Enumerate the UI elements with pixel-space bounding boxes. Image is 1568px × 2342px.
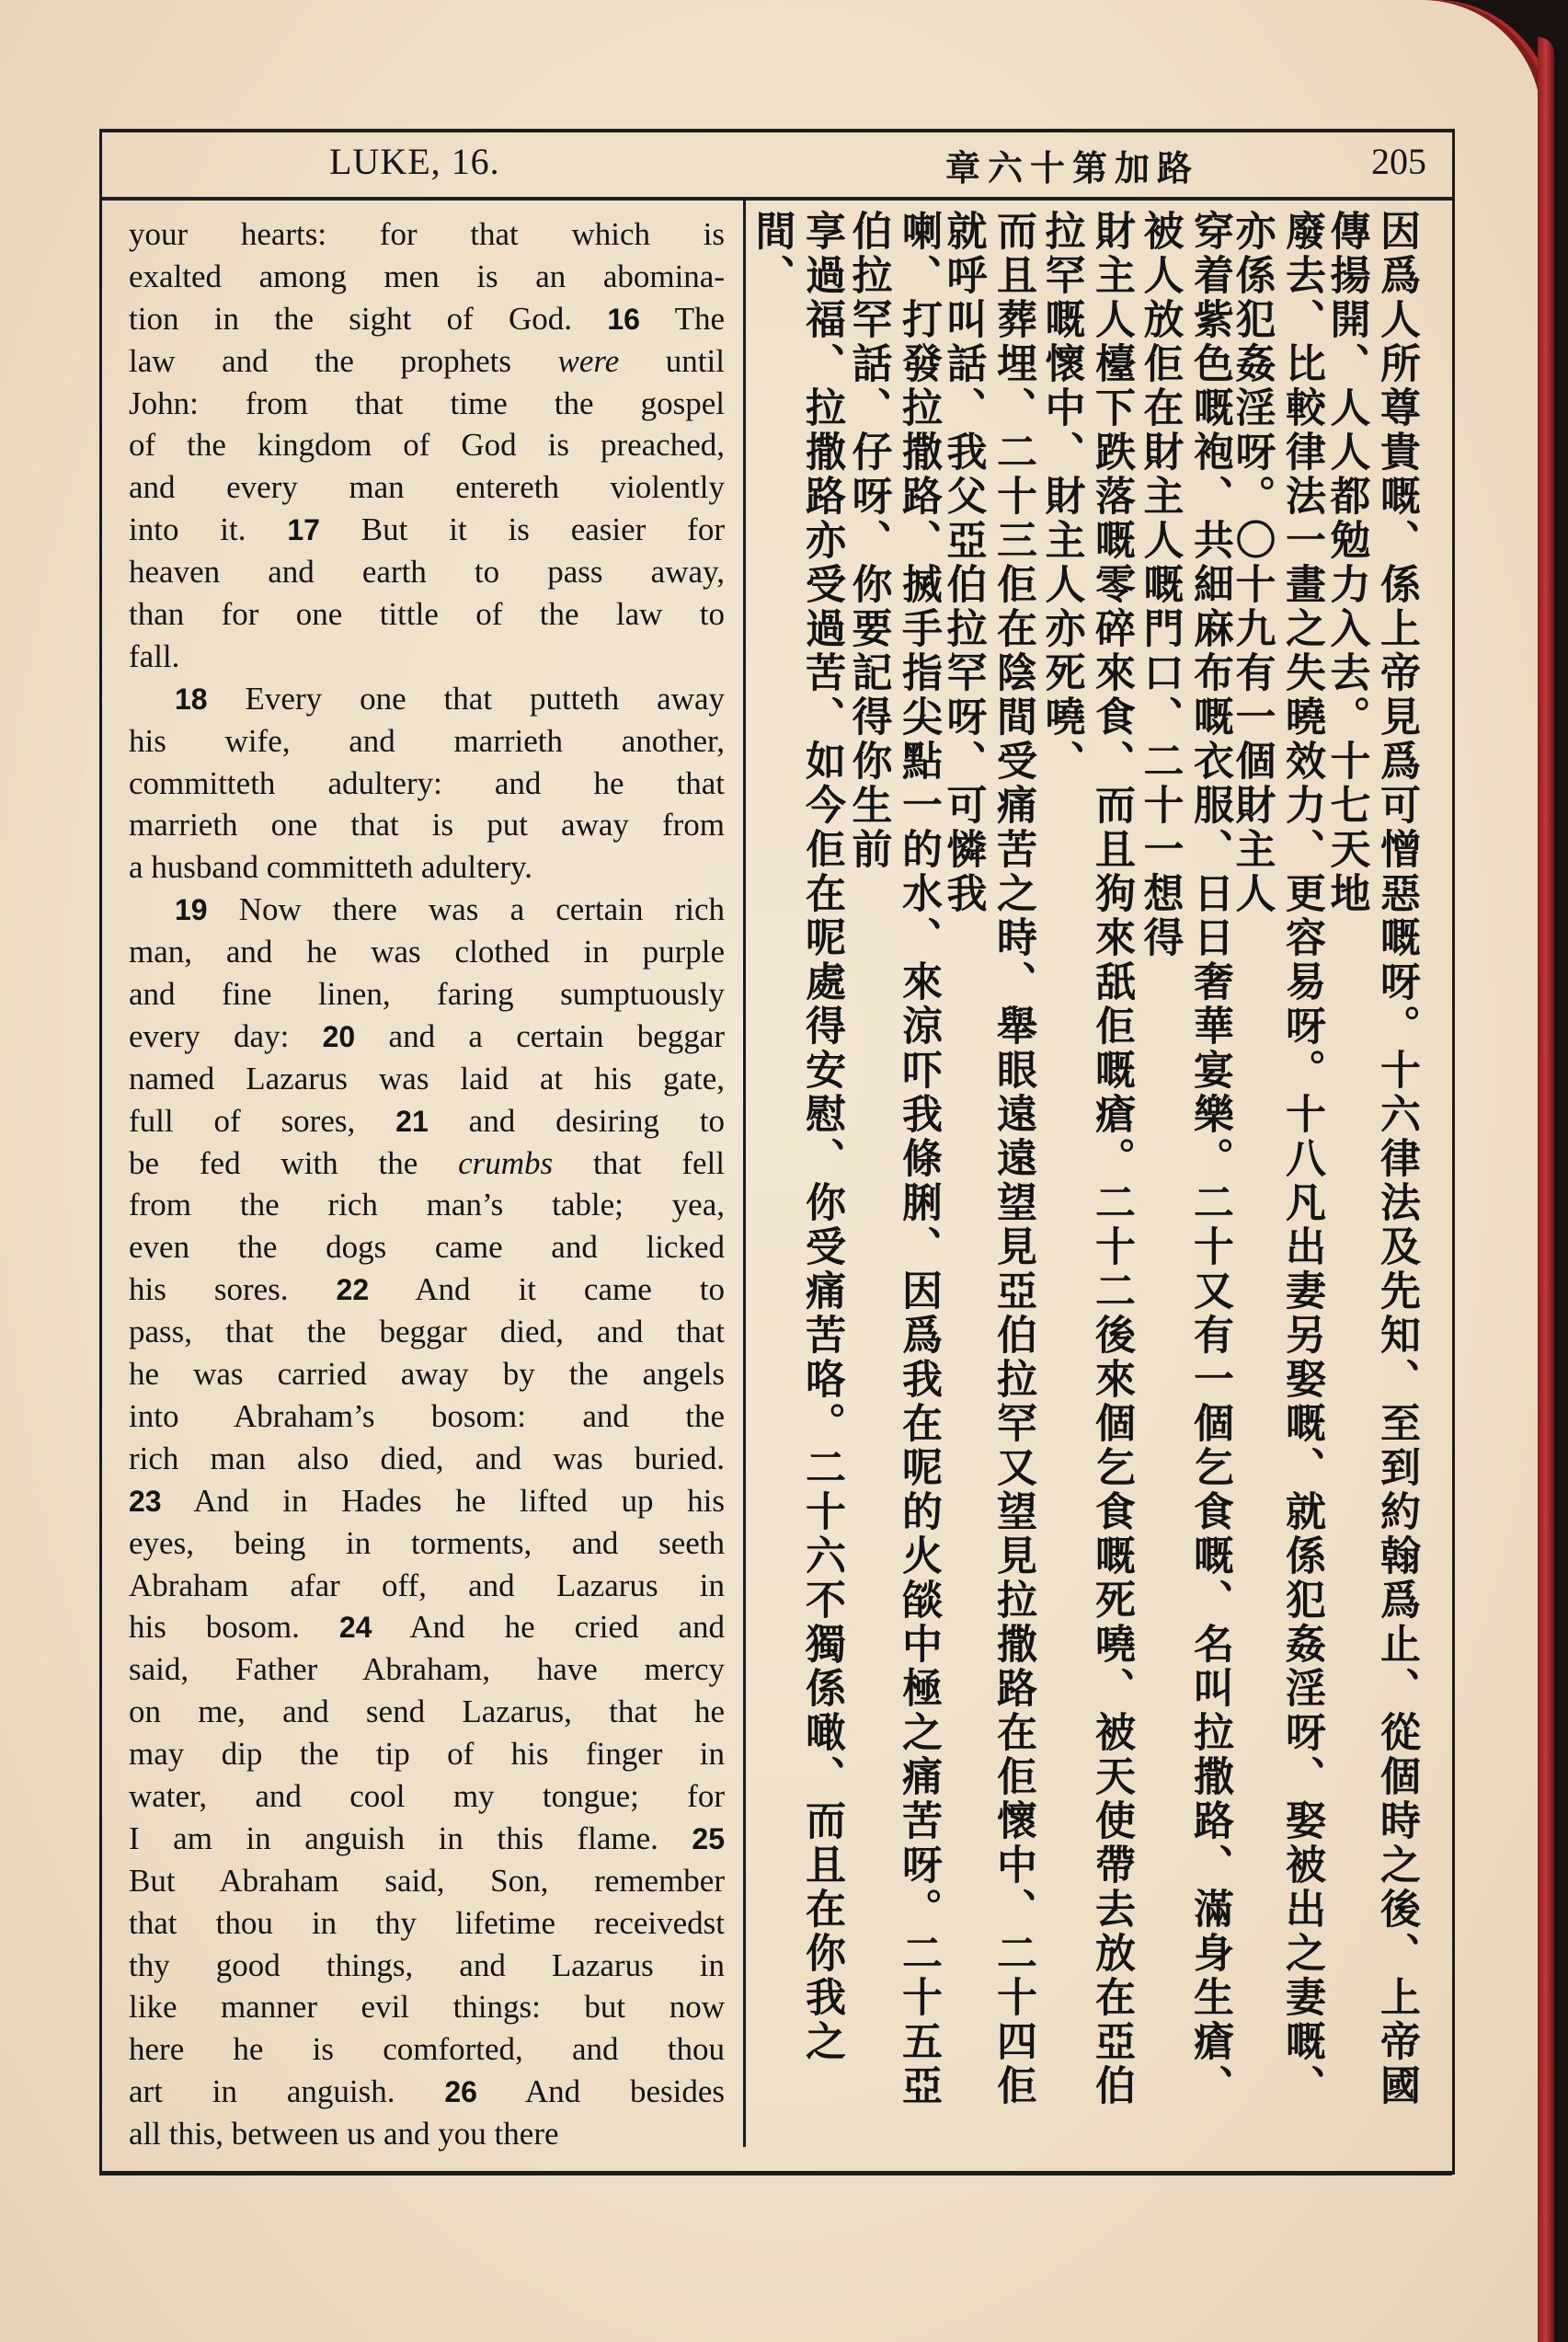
line-text: that thou in thy lifetime receivedst <box>129 1904 725 1941</box>
english-line <box>129 889 725 931</box>
running-header <box>99 129 1452 201</box>
line-text: and every man entereth violently <box>129 469 725 506</box>
line-text: law and the prophets <box>129 342 558 379</box>
line-text: all this, between us and you there <box>129 2116 559 2153</box>
english-line <box>129 1691 725 1733</box>
line-text: his wife, and marrieth another, <box>129 722 725 759</box>
line-text: But Abraham said, Son, remember <box>129 1862 725 1899</box>
bottom-rule <box>99 2171 1452 2176</box>
english-line <box>129 383 725 425</box>
line-text: water, and cool my tongue; for <box>129 1777 725 1814</box>
line-text: every day: <box>129 1017 323 1054</box>
english-line <box>129 1016 725 1058</box>
english-line <box>129 2071 725 2113</box>
verse-number: 22 <box>336 1273 370 1307</box>
verse-number: 21 <box>395 1104 429 1138</box>
chinese-column: 穿着紫色嘅袍、共細麻布嘅衣服、日日奢華宴樂。二十又有一個乞食嘅、名叫拉撒路、滿身生瘡、被人放佢在財主人嘅門口、二十一想得 <box>1136 210 1233 2108</box>
verse-number: 25 <box>692 1821 725 1855</box>
line-text: And in Hades he lifted up his <box>161 1482 725 1519</box>
english-line <box>129 298 725 340</box>
line-text: thy good things, and Lazarus in <box>129 1946 725 1983</box>
line-text: eyes, being in torments, and seeth <box>129 1524 725 1561</box>
line-text: into Abraham’s bosom: and the <box>129 1397 725 1434</box>
line-text: art in anguish. <box>129 2073 445 2110</box>
line-text: exalted among men is an abomina- <box>129 258 725 294</box>
english-line <box>129 593 725 636</box>
english-line <box>129 213 725 256</box>
english-line <box>129 340 725 383</box>
english-line <box>129 973 725 1016</box>
page-number: 205 <box>1371 141 1426 182</box>
chinese-column: 享過福、拉撒路亦受過苦、如今佢在呢處得安慰、你受痛苦咯。二十六不獨係噉、而且在你我之間、 <box>748 210 845 2064</box>
english-line <box>129 931 725 973</box>
english-line <box>129 1902 725 1945</box>
english-line <box>129 1522 725 1565</box>
line-text: until <box>619 342 725 379</box>
line-text: into it. <box>129 511 288 548</box>
italic-word: crumbs <box>458 1144 554 1181</box>
chinese-text-area <box>748 210 1425 2151</box>
line-text: man, and he was clothed in purple <box>129 934 725 970</box>
english-line <box>129 466 725 509</box>
line-text: of the kingdom of God is preached, <box>129 427 725 464</box>
english-line <box>129 509 725 551</box>
line-text: and a certain beggar <box>355 1017 725 1054</box>
line-text: Now there was a certain rich <box>207 891 725 928</box>
line-text: his sores. <box>129 1271 337 1308</box>
english-line <box>129 2113 725 2155</box>
line-text: tion in the sight of God. <box>129 300 608 337</box>
english-line <box>129 1775 725 1818</box>
line-text: I am in anguish in this flame. <box>129 1820 692 1856</box>
line-text: named Lazarus was laid at his gate, <box>129 1060 725 1096</box>
line-text: and fine linen, faring sumptuously <box>129 976 725 1013</box>
english-line <box>129 1395 725 1438</box>
header-english-title: LUKE, 16. <box>329 141 500 182</box>
line-text: he was carried away by the angels <box>129 1356 725 1393</box>
line-text: a husband committeth adultery. <box>129 849 533 886</box>
italic-word: were <box>557 342 620 379</box>
english-line <box>129 846 725 889</box>
line-text: And he cried and <box>372 1609 725 1646</box>
english-line <box>129 551 725 593</box>
verse-number: 17 <box>287 513 320 547</box>
english-line <box>129 1565 725 1607</box>
english-line <box>129 1311 725 1353</box>
english-line <box>129 1058 725 1100</box>
chinese-column: 財主人檯下跌落嘅零碎來食、而且狗來舐佢嘅瘡。二十二後來個乞食嘅死嘵、被天使帶去放在亞伯拉罕嘅懷中、財主人亦死嘵、 <box>1037 210 1135 2108</box>
english-line <box>129 1945 725 1987</box>
line-text: here he is comforted, and thou <box>129 2031 725 2068</box>
line-text: than for one tittle of the law to <box>129 596 725 633</box>
line-text: fall. <box>129 637 180 674</box>
line-text: John: from that time the gospel <box>129 385 725 421</box>
line-text: from the rich man’s table; yea, <box>129 1187 725 1223</box>
english-line <box>129 1606 725 1648</box>
chinese-column: 喇、打發拉撒路、搣手指尖點一的水、來涼吓我條脷、因爲我在呢的火燄中極之痛苦呀。二十五亞伯拉罕話、仔呀、你要記得你生前 <box>844 210 942 2108</box>
english-line <box>129 1986 725 2028</box>
english-line <box>129 1733 725 1775</box>
english-line <box>129 1184 725 1226</box>
english-line <box>129 1480 725 1522</box>
header-chinese-title: 章六十第加路 <box>945 148 1200 189</box>
english-line <box>129 256 725 298</box>
verse-number: 24 <box>338 1611 372 1645</box>
verse-number: 26 <box>444 2075 477 2109</box>
english-line <box>129 1648 725 1691</box>
verse-number: 16 <box>607 302 640 336</box>
chinese-column: 而且葬埋、二十三佢在陰間受痛苦之時、舉眼遠遠望見亞伯拉罕又望見拉撒路在佢懷中、二十四佢就呼叫話、我父亞伯拉罕呀、可憐我 <box>939 210 1036 2108</box>
verse-number: 20 <box>322 1019 356 1053</box>
line-text: like manner evil things: but now <box>129 1989 725 2026</box>
line-text: And it came to <box>369 1271 725 1308</box>
line-text: committeth adultery: and he that <box>129 764 725 801</box>
english-line <box>129 2028 725 2071</box>
line-text: The <box>639 300 725 337</box>
line-text: marrieth one that is put away from <box>129 807 725 844</box>
line-text: pass, that the beggar died, and that <box>129 1314 725 1350</box>
english-line <box>129 1100 725 1142</box>
line-text: Abraham afar off, and Lazarus in <box>129 1567 725 1603</box>
chinese-column: 廢去、比較律法一畫之失曉效力、更容易呀。十八凡出妻另娶嘅、就係犯姦淫呀、娶被出之妻嘅、亦係犯姦淫呀。〇十九有一個財主人 <box>1228 210 1325 2108</box>
line-text: be fed with the <box>129 1144 459 1181</box>
line-text: his bosom. <box>129 1609 339 1646</box>
line-text: that fell <box>553 1144 725 1181</box>
verse-number: 18 <box>175 682 208 716</box>
english-line <box>129 1353 725 1395</box>
chinese-column: 因爲人所尊貴嘅、係上帝見爲可憎惡嘅呀。十六律法及先知、至到約翰爲止、從個時之後、上帝國傳揚開、人人都勉力入去。十七天地 <box>1322 210 1420 2108</box>
english-line <box>129 424 725 466</box>
column-divider <box>743 197 746 2147</box>
verse-number: 23 <box>129 1484 162 1518</box>
line-text: even the dogs came and licked <box>129 1229 725 1266</box>
line-text: heaven and earth to pass away, <box>129 554 725 591</box>
page-red-edge <box>1538 37 1554 2342</box>
english-line <box>129 1226 725 1269</box>
line-text: rich man also died, and was buried. <box>129 1440 725 1476</box>
english-line <box>129 1142 725 1185</box>
line-text: may dip the tip of his finger in <box>129 1736 725 1773</box>
line-text: and desiring to <box>428 1102 725 1139</box>
line-text: said, Father Abraham, have mercy <box>129 1651 725 1688</box>
english-line <box>129 1269 725 1311</box>
line-text: And besides <box>476 2073 725 2110</box>
english-line <box>129 763 725 805</box>
english-line <box>129 636 725 678</box>
line-text: full of sores, <box>129 1102 396 1139</box>
line-text: your hearts: for that which is <box>129 216 725 252</box>
english-line <box>129 678 725 720</box>
english-line <box>129 1818 725 1860</box>
line-text: But it is easier for <box>319 511 725 548</box>
english-line <box>129 1860 725 1902</box>
line-text: Every one that putteth away <box>207 680 725 717</box>
english-line <box>129 804 725 846</box>
line-text: on me, and send Lazarus, that he <box>129 1693 725 1730</box>
verse-number: 19 <box>175 893 208 927</box>
english-text-column <box>129 213 725 2155</box>
english-line <box>129 720 725 763</box>
english-line <box>129 1438 725 1480</box>
